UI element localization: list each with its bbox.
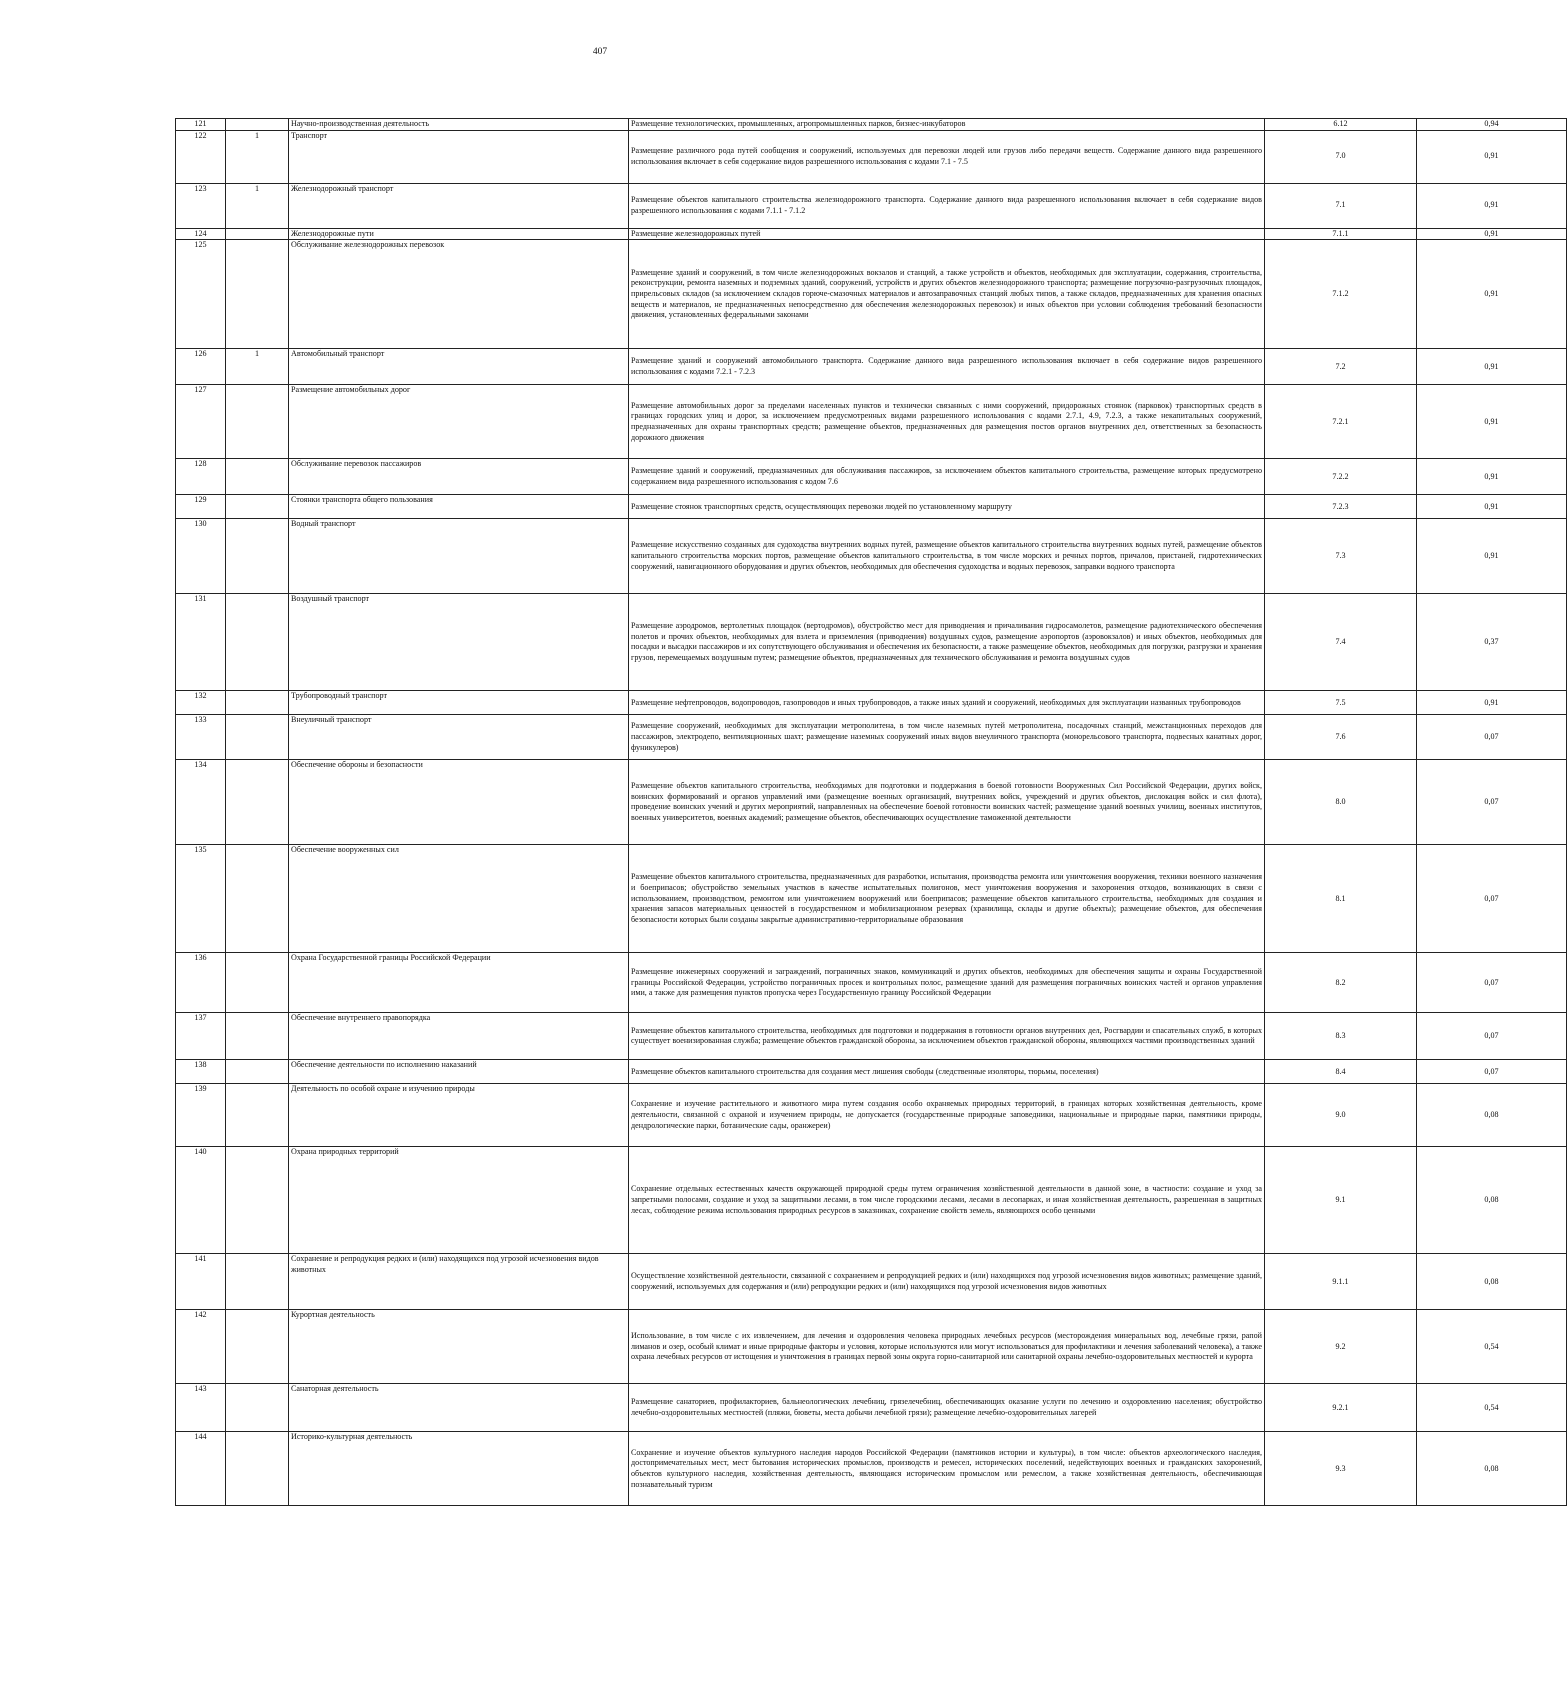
- use-type-code: 8.2: [1265, 953, 1417, 1013]
- use-type-name: Деятельность по особой охране и изучению природы: [289, 1084, 629, 1147]
- use-type-description: Размещение зданий и сооружений, в том числе железнодорожных вокзалов и станций, а также устройств и объектов, необходимых для эксплуатации, содержания, строительства, реконструкции, ремонта наземных и подземных зданий, сооружений, устройств и других объектов железнодорожного транспорта; размещение погрузочно-разгрузочных площадок, прирельсовых складов (за исключением складов горюче-смазочных материалов и автозаправочных станций любых типов, а также складов, предназначенных для хранения опасных веществ и материалов, не предназначенных непосредственно для обеспечения железнодорожных перевозок) и иных объектов при условии соблюдения требований безопасности движения, установленных федеральными законами: [629, 240, 1265, 349]
- use-type-name: Стоянки транспорта общего пользования: [289, 495, 629, 519]
- use-type-description: Размещение нефтепроводов, водопроводов, газопроводов и иных трубопроводов, а также иных зданий и сооружений, необходимых для эксплуатации названных трубопроводов: [629, 691, 1265, 715]
- table-row: [176, 1432, 1567, 1506]
- row-number: 125: [176, 240, 226, 349]
- row-number: 124: [176, 228, 226, 240]
- use-type-code: 7.3: [1265, 519, 1417, 594]
- use-type-name: Сохранение и репродукция редких и (или) находящихся под угрозой исчезновения видов животных: [289, 1254, 629, 1310]
- row-level: [226, 691, 289, 715]
- table-body: [176, 119, 1567, 1506]
- row-level: [226, 953, 289, 1013]
- table-row: [176, 953, 1567, 1013]
- table-row: [176, 349, 1567, 385]
- coefficient-value: 0,08: [1417, 1432, 1567, 1506]
- row-number: 140: [176, 1147, 226, 1254]
- use-type-name: Обслуживание перевозок пассажиров: [289, 459, 629, 495]
- row-number: 130: [176, 519, 226, 594]
- use-type-description: Размещение инженерных сооружений и заграждений, пограничных знаков, коммуникаций и других объектов, необходимых для обеспечения защиты и охраны Государственной границы Российской Федерации, устройство пограничных просек и контрольных полос, размещение зданий для размещения пограничных воинских частей и органов управления ими, а также для размещения пунктов пропуска через Государственную границу Российской Федерации: [629, 953, 1265, 1013]
- use-type-description: Размещение зданий и сооружений автомобильного транспорта. Содержание данного вида разрешенного использования включает в себя содержание видов разрешенного использования с кодами 7.2.1 - 7.2.3: [629, 349, 1265, 385]
- coefficient-value: 0,08: [1417, 1147, 1567, 1254]
- use-type-code: 8.4: [1265, 1060, 1417, 1084]
- use-type-code: 9.3: [1265, 1432, 1417, 1506]
- table-row: [176, 1060, 1567, 1084]
- use-type-description: Размещение объектов капитального строительства для создания мест лишения свободы (следственные изоляторы, тюрьмы, поселения): [629, 1060, 1265, 1084]
- coefficient-value: 0,94: [1417, 119, 1567, 131]
- row-level: [226, 228, 289, 240]
- coefficient-value: 0,91: [1417, 130, 1567, 183]
- row-level: [226, 519, 289, 594]
- use-type-description: Сохранение и изучение растительного и животного мира путем создания особо охраняемых природных территорий, в границах которых хозяйственная деятельность, кроме деятельности, связанной с охраной и изучением природы, не допускается (государственные природные заповедники, национальные и природные парки, памятники природы, дендрологические парки, ботанические сады, оранжереи): [629, 1084, 1265, 1147]
- coefficient-value: 0,91: [1417, 183, 1567, 228]
- coefficient-value: 0,08: [1417, 1084, 1567, 1147]
- coefficient-value: 0,54: [1417, 1310, 1567, 1384]
- use-type-code: 7.1.1: [1265, 228, 1417, 240]
- use-type-name: Внеуличный транспорт: [289, 715, 629, 760]
- table-row: [176, 691, 1567, 715]
- row-number: 136: [176, 953, 226, 1013]
- row-level: [226, 459, 289, 495]
- row-number: 121: [176, 119, 226, 131]
- use-type-description: Сохранение и изучение объектов культурного наследия народов Российской Федерации (памятников истории и культуры), в том числе: объектов археологического наследия, достопримечательных мест, мест бытования исторических промыслов, производств и ремесел, исторических поселений, недействующих военных и гражданских захоронений, объектов культурного наследия, хозяйственная деятельность, являющаяся историческим промыслом или ремеслом, а также хозяйственная деятельность, обеспечивающая познавательный туризм: [629, 1432, 1265, 1506]
- use-type-description: Размещение автомобильных дорог за пределами населенных пунктов и технически связанных с ними сооружений, придорожных стоянок (парковок) транспортных средств в границах городских улиц и дорог, за исключением предусмотренных видами разрешенного использования с кодами 2.7.1, 4.9, 7.2.3, а также некапитальных сооружений, предназначенных для охраны транспортных средств; размещение объектов, предназначенных для размещения постов органов внутренних дел, ответственных за безопасность дорожного движения: [629, 385, 1265, 459]
- use-type-description: Размещение объектов капитального строительства, необходимых для подготовки и поддержания в боевой готовности Вооруженных Сил Российской Федерации, других войск, воинских формирований и органов управлений ими (размещение военных организаций, внутренних войск, учреждений и других объектов, дислокация войск и сил флота), проведение воинских учений и других мероприятий, направленных на обеспечение боевой готовности воинских частей; размещение зданий военных училищ, военных институтов, военных университетов, военных академий; размещение объектов, обеспечивающих осуществление таможенной деятельности: [629, 760, 1265, 845]
- use-type-code: 7.4: [1265, 594, 1417, 691]
- row-level: [226, 1432, 289, 1506]
- coefficient-value: 0,91: [1417, 240, 1567, 349]
- row-level: [226, 119, 289, 131]
- use-type-code: 7.2.2: [1265, 459, 1417, 495]
- table-row: [176, 1084, 1567, 1147]
- coefficient-value: 0,91: [1417, 495, 1567, 519]
- coefficient-value: 0,91: [1417, 349, 1567, 385]
- row-number: 122: [176, 130, 226, 183]
- coefficient-value: 0,08: [1417, 1254, 1567, 1310]
- use-type-name: Обеспечение деятельности по исполнению наказаний: [289, 1060, 629, 1084]
- table-row: [176, 130, 1567, 183]
- land-use-table: [175, 118, 1567, 1506]
- row-level: [226, 495, 289, 519]
- coefficient-value: 0,37: [1417, 594, 1567, 691]
- use-type-code: 7.5: [1265, 691, 1417, 715]
- row-level: [226, 594, 289, 691]
- use-type-code: 7.1.2: [1265, 240, 1417, 349]
- row-level: [226, 845, 289, 953]
- row-number: 128: [176, 459, 226, 495]
- use-type-name: Транспорт: [289, 130, 629, 183]
- use-type-name: Обслуживание железнодорожных перевозок: [289, 240, 629, 349]
- row-level: [226, 1310, 289, 1384]
- use-type-code: 9.1: [1265, 1147, 1417, 1254]
- table-row: [176, 1254, 1567, 1310]
- coefficient-value: 0,91: [1417, 691, 1567, 715]
- coefficient-value: 0,07: [1417, 953, 1567, 1013]
- use-type-code: 9.2: [1265, 1310, 1417, 1384]
- use-type-code: 8.3: [1265, 1013, 1417, 1060]
- use-type-code: 7.2: [1265, 349, 1417, 385]
- row-number: 127: [176, 385, 226, 459]
- use-type-description: Размещение аэродромов, вертолетных площадок (вертодромов), обустройство мест для приводнения и причаливания гидросамолетов, размещение радиотехнического обеспечения полетов и прочих объектов, необходимых для взлета и приземления (приводнения) воздушных судов, размещение аэропортов (аэровокзалов) и иных объектов, необходимых для посадки и высадки пассажиров и их сопутствующего обслуживания и обеспечения их безопасности, а также размещение объектов, необходимых для погрузки, разгрузки и хранения грузов, перемещаемых воздушным путем; размещение объектов, предназначенных для технического обслуживания и ремонта воздушных судов: [629, 594, 1265, 691]
- use-type-name: Историко-культурная деятельность: [289, 1432, 629, 1506]
- row-level: [226, 760, 289, 845]
- use-type-code: 7.6: [1265, 715, 1417, 760]
- use-type-description: Размещение сооружений, необходимых для эксплуатации метрополитена, в том числе наземных путей метрополитена, посадочных станций, межстанционных переходов для пассажиров, электродепо, вентиляционных шахт; размещение наземных сооружений иных видов внеуличного транспорта (монорельсового транспорта, подвесных канатных дорог, фуникулеров): [629, 715, 1265, 760]
- row-level: 1: [226, 349, 289, 385]
- table-row: [176, 594, 1567, 691]
- coefficient-value: 0,07: [1417, 845, 1567, 953]
- table-row: [176, 1147, 1567, 1254]
- use-type-name: Размещение автомобильных дорог: [289, 385, 629, 459]
- use-type-code: 7.0: [1265, 130, 1417, 183]
- use-type-code: 8.0: [1265, 760, 1417, 845]
- row-level: [226, 1060, 289, 1084]
- row-number: 135: [176, 845, 226, 953]
- use-type-name: Охрана природных территорий: [289, 1147, 629, 1254]
- use-type-code: 6.12: [1265, 119, 1417, 131]
- use-type-description: Сохранение отдельных естественных качеств окружающей природной среды путем ограничения хозяйственной деятельности в данной зоне, в частности: создание и уход за запретными полосами, создание и уход за защитными лесами, в том числе городскими лесами, лесами в лесопарках, и иная хозяйственная деятельность, разрешенная в защитных лесах, соблюдение режима использования природных ресурсов в заказниках, сохранение свойств земель, являющихся особо ценными: [629, 1147, 1265, 1254]
- use-type-description: Размещение объектов капитального строительства, необходимых для подготовки и поддержания в готовности органов внутренних дел, Росгвардии и спасательных служб, в которых существует военизированная служба; размещение объектов гражданской обороны, за исключением объектов гражданской обороны, являющихся частями производственных зданий: [629, 1013, 1265, 1060]
- use-type-description: Размещение объектов капитального строительства железнодорожного транспорта. Содержание данного вида разрешенного использования включает в себя содержание видов разрешенного использования с кодами 7.1.1 - 7.1.2: [629, 183, 1265, 228]
- row-number: 138: [176, 1060, 226, 1084]
- use-type-name: Железнодорожный транспорт: [289, 183, 629, 228]
- use-type-description: Размещение зданий и сооружений, предназначенных для обслуживания пассажиров, за исключением объектов капитального строительства, размещение которых предусмотрено содержанием вида разрешенного использования с кодом 7.6: [629, 459, 1265, 495]
- table-row: [176, 385, 1567, 459]
- use-type-code: 7.1: [1265, 183, 1417, 228]
- use-type-name: Трубопроводный транспорт: [289, 691, 629, 715]
- use-type-code: 9.1.1: [1265, 1254, 1417, 1310]
- row-number: 141: [176, 1254, 226, 1310]
- row-level: [226, 240, 289, 349]
- table-row: [176, 845, 1567, 953]
- coefficient-value: 0,91: [1417, 228, 1567, 240]
- coefficient-value: 0,07: [1417, 1060, 1567, 1084]
- row-number: 129: [176, 495, 226, 519]
- use-type-name: Водный транспорт: [289, 519, 629, 594]
- row-level: [226, 1084, 289, 1147]
- coefficient-value: 0,07: [1417, 760, 1567, 845]
- use-type-name: Обеспечение обороны и безопасности: [289, 760, 629, 845]
- row-number: 131: [176, 594, 226, 691]
- table-row: [176, 1013, 1567, 1060]
- use-type-name: Железнодорожные пути: [289, 228, 629, 240]
- row-level: [226, 1147, 289, 1254]
- use-type-description: Размещение стоянок транспортных средств, осуществляющих перевозки людей по установленному маршруту: [629, 495, 1265, 519]
- use-type-description: Размещение объектов капитального строительства, предназначенных для разработки, испытания, производства ремонта или уничтожения вооружения, техники военного назначения и боеприпасов; обустройство земельных участков в качестве испытательных полигонов, мест уничтожения вооружения и захоронения отходов, возникающих в связи с использованием, производством, ремонтом или уничтожением вооружений или боеприпасов; размещение объектов капитального строительства, необходимых для создания и хранения запасов материальных ценностей в государственном и мобилизационном резервах (хранилища, склады и другие объекты); размещение объектов, для обеспечения безопасности которых были созданы закрытые административно-территориальные образования: [629, 845, 1265, 953]
- row-level: [226, 715, 289, 760]
- use-type-code: 9.0: [1265, 1084, 1417, 1147]
- use-type-description: Размещение различного рода путей сообщения и сооружений, используемых для перевозки людей или грузов либо передачи веществ. Содержание данного вида разрешенного использования включает в себя содержание видов разрешенного использования с кодами 7.1 - 7.5: [629, 130, 1265, 183]
- table-row: [176, 519, 1567, 594]
- table-row: [176, 240, 1567, 349]
- table-row: [176, 228, 1567, 240]
- row-number: 132: [176, 691, 226, 715]
- use-type-code: 8.1: [1265, 845, 1417, 953]
- use-type-description: Размещение железнодорожных путей: [629, 228, 1265, 240]
- row-level: 1: [226, 130, 289, 183]
- use-type-code: 7.2.1: [1265, 385, 1417, 459]
- row-number: 143: [176, 1384, 226, 1432]
- table-row: [176, 1310, 1567, 1384]
- coefficient-value: 0,91: [1417, 459, 1567, 495]
- coefficient-value: 0,07: [1417, 1013, 1567, 1060]
- use-type-name: Обеспечение внутреннего правопорядка: [289, 1013, 629, 1060]
- use-type-code: 7.2.3: [1265, 495, 1417, 519]
- table-row: [176, 459, 1567, 495]
- row-number: 137: [176, 1013, 226, 1060]
- table-row: [176, 119, 1567, 131]
- table-row: [176, 183, 1567, 228]
- row-level: [226, 1013, 289, 1060]
- table-row: [176, 1384, 1567, 1432]
- use-type-name: Автомобильный транспорт: [289, 349, 629, 385]
- use-type-name: Воздушный транспорт: [289, 594, 629, 691]
- row-level: [226, 1254, 289, 1310]
- row-number: 142: [176, 1310, 226, 1384]
- use-type-code: 9.2.1: [1265, 1384, 1417, 1432]
- row-level: 1: [226, 183, 289, 228]
- use-type-description: Использование, в том числе с их извлечением, для лечения и оздоровления человека природных лечебных ресурсов (месторождения минеральных вод, лечебные грязи, рапой лиманов и озер, особый климат и иные природные факторы и условия, которые используются или могут использоваться для профилактики и лечения заболеваний человека), а также охрана лечебных ресурсов от истощения и уничтожения в границах первой зоны округа горно-санитарной или санитарной охраны лечебно-оздоровительных местностей и курорта: [629, 1310, 1265, 1384]
- row-level: [226, 385, 289, 459]
- row-level: [226, 1384, 289, 1432]
- row-number: 123: [176, 183, 226, 228]
- row-number: 133: [176, 715, 226, 760]
- use-type-name: Охрана Государственной границы Российской Федерации: [289, 953, 629, 1013]
- use-type-name: Обеспечение вооруженных сил: [289, 845, 629, 953]
- page-number: 407: [592, 47, 608, 57]
- coefficient-value: 0,54: [1417, 1384, 1567, 1432]
- use-type-name: Санаторная деятельность: [289, 1384, 629, 1432]
- row-number: 139: [176, 1084, 226, 1147]
- row-number: 144: [176, 1432, 226, 1506]
- use-type-description: Размещение санаториев, профилакториев, бальнеологических лечебниц, грязелечебниц, обеспечивающих оказание услуги по лечению и оздоровлению населения; обустройство лечебно-оздоровительных местностей (пляжи, бюветы, места добычи лечебной грязи); размещение лечебно-оздоровительных лагерей: [629, 1384, 1265, 1432]
- row-number: 134: [176, 760, 226, 845]
- row-number: 126: [176, 349, 226, 385]
- coefficient-value: 0,07: [1417, 715, 1567, 760]
- table-row: [176, 495, 1567, 519]
- table-row: [176, 760, 1567, 845]
- use-type-description: Размещение искусственно созданных для судоходства внутренних водных путей, размещение объектов капитального строительства внутренних водных путей, размещение объектов капитального строительства морских портов, размещение объектов капитального строительства, в том числе морских и речных портов, причалов, пристаней, гидротехнических сооружений, навигационного оборудования и других объектов, необходимых для обеспечения судоходства и водных перевозок, заправки водного транспорта: [629, 519, 1265, 594]
- use-type-name: Курортная деятельность: [289, 1310, 629, 1384]
- coefficient-value: 0,91: [1417, 519, 1567, 594]
- table-row: [176, 715, 1567, 760]
- use-type-description: Осуществление хозяйственной деятельности, связанной с сохранением и репродукцией редких и (или) находящихся под угрозой исчезновения видов животных; размещение зданий, сооружений, используемых для содержания и (или) репродукции редких и (или) находящихся под угрозой исчезновения видов животных: [629, 1254, 1265, 1310]
- use-type-description: Размещение технологических, промышленных, агропромышленных парков, бизнес-инкубаторов: [629, 119, 1265, 131]
- use-type-name: Научно-производственная деятельность: [289, 119, 629, 131]
- coefficient-value: 0,91: [1417, 385, 1567, 459]
